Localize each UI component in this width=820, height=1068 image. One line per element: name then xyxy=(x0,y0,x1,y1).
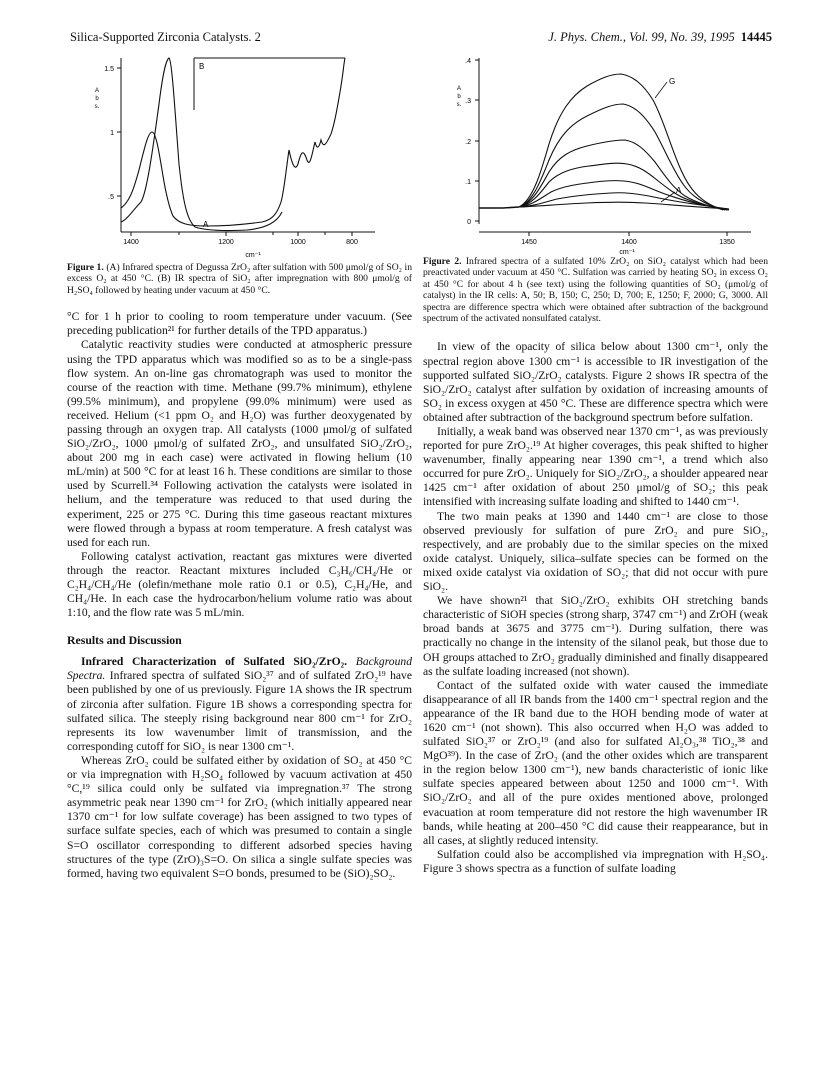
right-body-text xyxy=(423,340,768,876)
fig1-ylabel-1: A xyxy=(94,88,100,94)
fig2-ytick-5: 0 xyxy=(467,219,471,226)
fig2-spectrum-g xyxy=(519,74,723,210)
subhead-text: Infrared spectra of sulfated SiO₂³⁷ and of sulfated ZrO₂¹⁹ have been published by one of us previously. Figure 1A shows the IR spectrum of zirconia after sulfation. Figure 1B shows a corresponding spectra for sulfated silica. The steeply rising background near 800 cm⁻¹ for ZrO₂ represents its low wavenumber limit of transmission, and the corresponding cutoff for SiO₂ is near 1300 cm⁻¹. xyxy=(67,669,412,753)
left-paragraph-1: °C for 1 h prior to cooling to room temperature under vacuum. (See preceding publication²¹ for further details of the TPD apparatus.) xyxy=(67,310,412,338)
fig2-label-leader-top xyxy=(655,82,667,98)
fig2-spectrum-f xyxy=(519,104,725,210)
fig1-ylabel-3: s. xyxy=(94,104,100,110)
running-head-journal xyxy=(548,30,772,45)
fig1-ytick-2: 1 xyxy=(110,130,114,137)
fig1-xtick-4: 800 xyxy=(346,239,358,246)
right-column xyxy=(423,52,768,876)
figure-1-caption-text: (A) Infrared spectra of Degussa ZrO₂ after sulfation with 500 μmol/g of SO₂ in excess O₂ at 450 °C. (B) IR spectra of SiO₂ after impregnation with 800 μmol/g of H₂SO₄ followed by heating under vacuum at 450 °C. xyxy=(67,262,412,296)
right-paragraph-4: We have shown²¹ that SiO₂/ZrO₂ exhibits OH stretching bands characteristic of SiOH species (strong sharp, 3747 cm⁻¹) and ZrOH (weak broad bands at 3675 and 3775 cm⁻¹). During sulfation, there was practically no change in the intensity of the silanol peak, but those due to OH groups attached to ZrO₂ gradually diminished and finally disappeared as the sulfate loading increased (not shown). xyxy=(423,594,768,678)
fig1-xtick-2: 1200 xyxy=(218,239,234,246)
fig2-ytick-3: .2 xyxy=(465,139,471,146)
fig1-xlabel: cm⁻¹ xyxy=(245,252,261,259)
figure-1 xyxy=(67,52,412,296)
fig2-spectrum-e xyxy=(519,140,727,210)
fig1-xtick-3: 1000 xyxy=(290,239,306,246)
right-paragraph-1: In view of the opacity of silica below about 1300 cm⁻¹, only the spectral region above 1300 cm⁻¹ is accessible to IR investigation of the supported sulfated SiO₂/ZrO₂ catalysts. Figure 2 shows IR spectra of the SiO₂/ZrO₂ catalyst after sulfation by oxidation of increasing amounts of SO₂ in excess oxygen at 450 °C. These are difference spectra which were obtained after subtraction of the background spectrum before sulfation. xyxy=(423,340,768,424)
fig2-ytick-1: .4 xyxy=(465,58,471,65)
fig2-ytick-2: .3 xyxy=(465,98,471,105)
fig2-ylabel-3: s. xyxy=(456,102,462,108)
fig1-panel-label: B xyxy=(199,62,205,71)
figure-2 xyxy=(423,52,768,324)
right-paragraph-6: Sulfation could also be accomplished via impregnation with H₂SO₄. Figure 3 shows spectra as a function of sulfate loading xyxy=(423,847,768,875)
figure-2-caption-label: Figure 2. xyxy=(423,256,462,267)
right-paragraph-2: Initially, a weak band was observed near 1370 cm⁻¹, as was previously reported for pure ZrO₂.¹⁹ At higher coverages, this peak shifted to higher wavenumber, finally appearing near 1390 cm⁻¹, a trend which also occurred for pure ZrO₂. Uniquely for SiO₂/ZrO₂, a shoulder appeared near 1425 cm⁻¹ after oxidation of about 250 μmol/g of SO₂; this peak intensified with increasing sulfate loading and shifted to 1440 cm⁻¹. xyxy=(423,425,768,509)
fig2-ylabel-2: b xyxy=(457,94,461,100)
fig2-xtick-3: 1350 xyxy=(719,239,735,246)
fig1-curve-label: A xyxy=(203,220,209,229)
left-paragraph-3: Following catalyst activation, reactant gas mixtures were diverted through the reactor. Reactant mixtures included C₃H₆/CH₄/He or C₂H₄/CH₄/He (olefin/methane mole ratio 0.1 or 0.5), C₂H₄/He, and CH₄/He. In each case the hydrocarbon/helium volume ratio was about 1:10, and the flow rate was 5 mL/min. xyxy=(67,549,412,620)
left-paragraph-2: Catalytic reactivity studies were conducted at atmospheric pressure using the TPD apparatus which was modified so as to be a single-pass flow system. An on-line gas chromatograph was used to monitor the course of the reaction with time. Methane (99.7% minimum), ethylene (99.5% minimum), and propylene (99.0% minimum) were used as received. Helium (<1 ppm O₂ and H₂O) was further deoxygenated by passing through an oxygen trap. All catalysts (1000 μmol/g of sulfated SiO₂/ZrO₂, 1000 μmol/g of sulfated ZrO₂, and unsulfated SiO₂/ZrO₂, about 200 mg in each case) were activated in flowing helium (10 mL/min) at 500 °C for at least 16 h. These conditions are similar to those used by Scurrell.³⁴ Following activation the catalysts were isolated in helium, and the temperature was reduced to that used during the experiment, 225 or 275 °C. During this time gaseous reactant mixtures were flowed through a bypass at room temperature. A fresh catalyst was used for each run. xyxy=(67,338,412,549)
left-column xyxy=(67,52,412,881)
figure-1-plot xyxy=(67,52,412,260)
figure-2-caption xyxy=(423,256,768,324)
fig1-spectrum-b xyxy=(121,58,345,226)
fig1-ytick-1: 1.5 xyxy=(104,66,114,73)
fig2-xtick-2: 1400 xyxy=(621,239,637,246)
fig2-xtick-1: 1450 xyxy=(521,239,537,246)
fig2-label-top: G xyxy=(669,77,676,86)
fig1-ylabel-2: b xyxy=(95,96,99,102)
fig2-label-bottom: A xyxy=(676,186,682,195)
fig2-ylabel-1: A xyxy=(456,86,462,92)
section-heading: Results and Discussion xyxy=(67,633,182,648)
left-paragraph-subhead xyxy=(67,655,412,754)
fig1-xtick-1: 1400 xyxy=(123,239,139,246)
left-body-text xyxy=(67,310,412,881)
fig1-ytick-3: .5 xyxy=(108,194,114,201)
fig2-ytick-4: .1 xyxy=(465,179,471,186)
figure-2-caption-text: Infrared spectra of a sulfated 10% ZrO₂ on SiO₂ catalyst which had been preactivated under vacuum at 450 °C. Sulfation was carried by heating SO₂ in excess O₂ at 450 °C for about 4 h (see text) using the following quantities of SO₂ (μmol/g of catalyst) in the IR cells: A, 50; B, 150; C, 250; D, 700; E, 1250; F, 2000; G, 3000. All spectra are difference spectra which were obtained after subtraction of the background spectrum of the activated nonsulfated catalyst. xyxy=(423,256,768,325)
fig2-xlabel: cm⁻¹ xyxy=(619,249,635,256)
figure-2-plot xyxy=(423,52,768,256)
running-head xyxy=(70,30,772,48)
page-number: 14445 xyxy=(740,30,772,44)
left-paragraph-last: Whereas ZrO₂ could be sulfated either by oxidation of SO₂ at 450 °C or via impregnation with H₂SO₄ followed by vacuum activation at 450 °C,¹⁹ silica could only be sulfated via impregnation.³⁷ The strong asymmetric peak near 1390 cm⁻¹ for ZrO₂ (which initially appeared near 1370 cm⁻¹ for low sulfate coverage) has been assigned to two types of surface sulfate species, each of which was presumed to contain a single S=O oscillator corresponding to different adsorbed species having structures of the type (ZrO)₃S=O. On silica a single sulfate species was formed, having two equivalent S=O bonds, presumed to be (SiO)₂SO₂. xyxy=(67,753,412,880)
fig2-baseline xyxy=(479,207,519,208)
running-head-title: Silica-Supported Zirconia Catalysts. 2 xyxy=(70,30,261,44)
figure-1-caption-label: Figure 1. xyxy=(67,262,104,273)
right-paragraph-5: Contact of the sulfated oxide with water caused the immediate disappearance of all IR bands from the 1400 cm⁻¹ spectral region and the appearance of the IR band due to the HOH bending mode of water at 1620 cm⁻¹ (not shown). This also occurred when H₂O was added to sulfated SiO₂³⁷ or ZrO₂¹⁹ (and also for sulfated Al₂O₃,³⁸ TiO₂,³⁸ and MgO³⁹). In the case of ZrO₂ (and the other oxides which are transparent in the region below 1300 cm⁻¹), new bands characteristic of ionic like sulfate species appeared between about 1250 and 1000 cm⁻¹. With SiO₂/ZrO₂ and all of the pure oxides mentioned above, prolonged evacuation at room temperature did not restore the high wavenumber IR bands, while heating at 200–450 °C did cause their reappearance, but in all cases, at slightly reduced intensity. xyxy=(423,678,768,847)
figure-1-caption xyxy=(67,262,412,296)
journal-citation: J. Phys. Chem., Vol. 99, No. 39, 1995 xyxy=(548,30,735,44)
subhead-italic: Background Spectra. xyxy=(67,655,412,683)
right-paragraph-3: The two main peaks at 1390 and 1440 cm⁻¹ are close to those observed previously for sulfation of pure ZrO₂ and pure SiO₂, respectively, and are probably due to the similar species on the mixed oxide catalyst. Uniquely, silica–sulfate species can be formed on the mixed oxide catalyst via oxidation of SO₂; that did not occur with pure SiO₂. xyxy=(423,509,768,594)
subhead-bold: Infrared Characterization of Sulfated SiO₂/ZrO₂. xyxy=(81,655,348,669)
